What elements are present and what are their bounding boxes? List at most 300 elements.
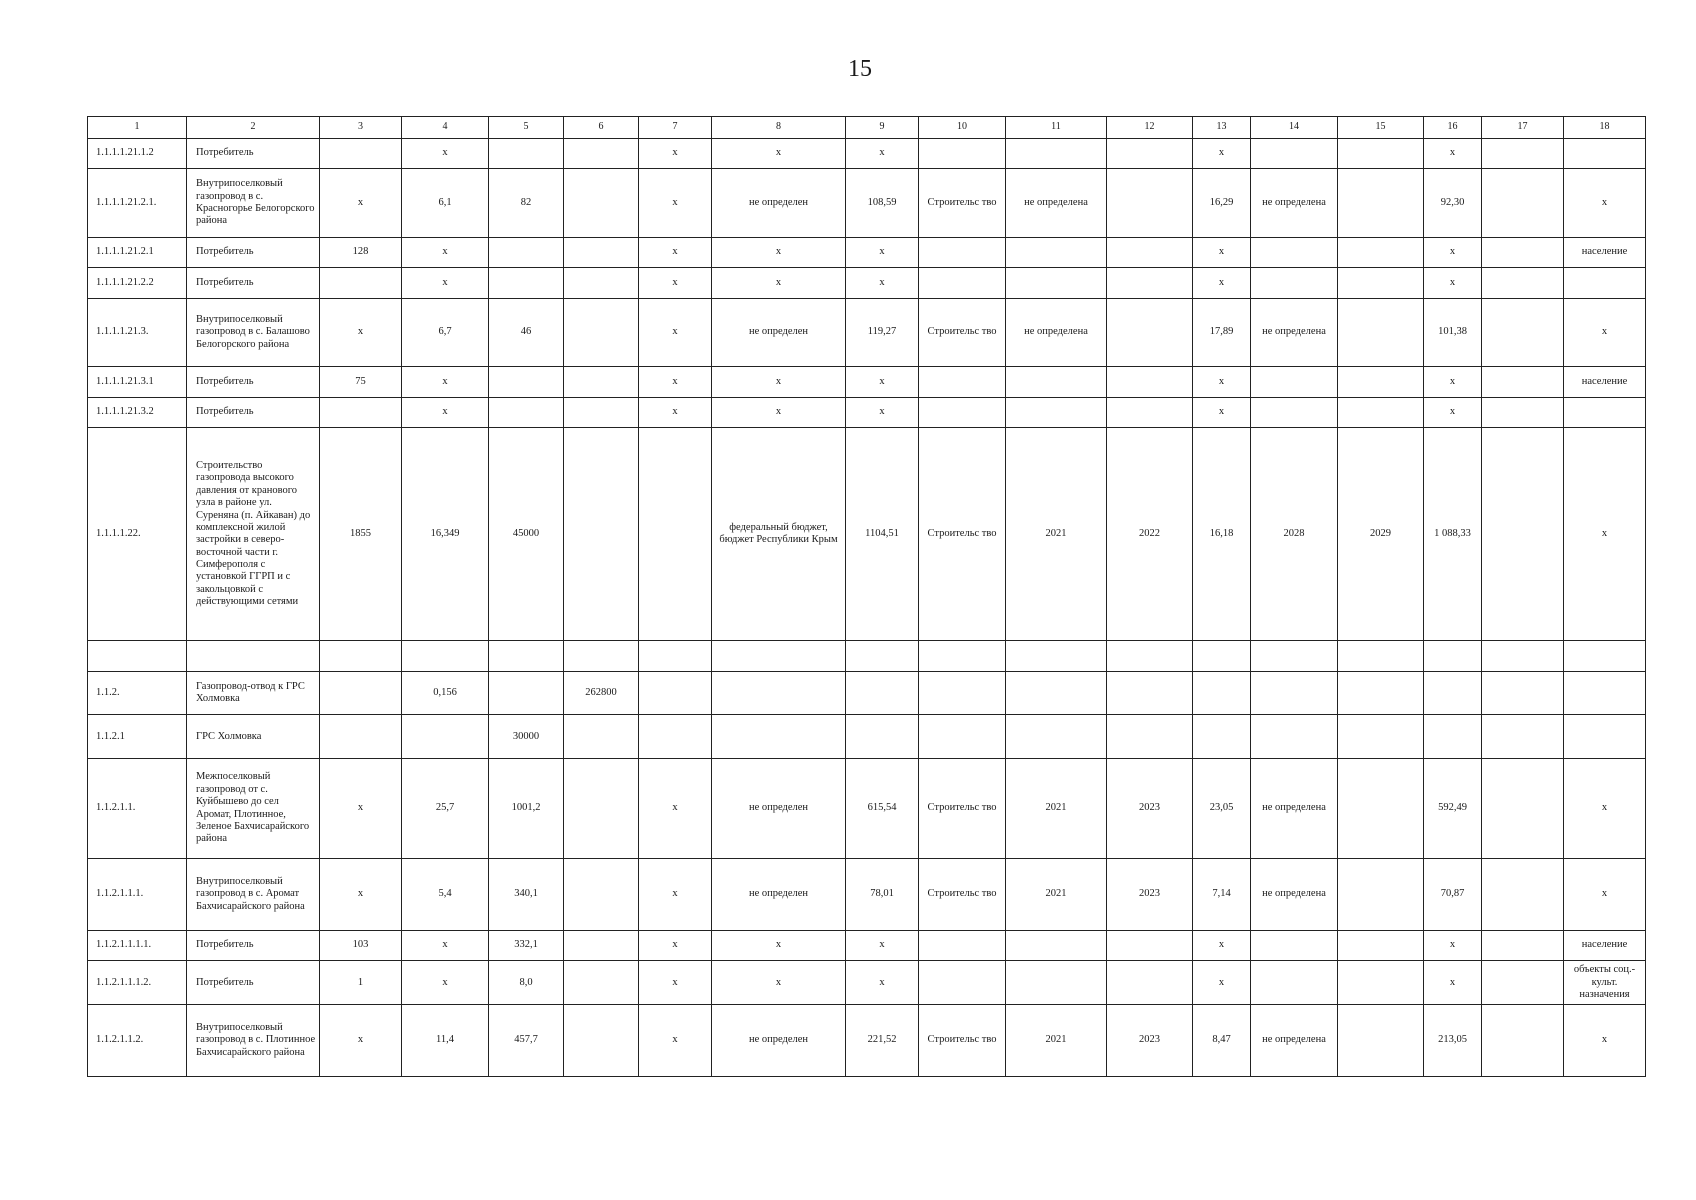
cell-col-10: Строительс тво: [919, 169, 1006, 238]
cell-col-4: [402, 641, 489, 671]
cell-col-8: x: [712, 268, 846, 298]
cell-col-number: 1.1.2.1: [88, 715, 187, 759]
cell-col-14: [1251, 961, 1338, 1005]
cell-col-17: [1482, 237, 1564, 267]
cell-col-18: x: [1564, 1005, 1646, 1077]
cell-col-8: не определен: [712, 859, 846, 931]
cell-col-13: 8,47: [1193, 1005, 1251, 1077]
cell-col-8: федеральный бюджет, бюджет Республики Крым: [712, 428, 846, 641]
table-row: [88, 169, 1646, 238]
cell-col-6: [564, 930, 639, 960]
cell-col-17: [1482, 397, 1564, 427]
cell-col-3: [320, 397, 402, 427]
cell-col-11: 2021: [1006, 1005, 1107, 1077]
cell-col-5: 30000: [489, 715, 564, 759]
cell-col-12: 2023: [1107, 758, 1193, 858]
cell-col-8: x: [712, 397, 846, 427]
cell-col-14: [1251, 930, 1338, 960]
cell-col-10: [919, 367, 1006, 397]
cell-col-8: [712, 671, 846, 715]
cell-col-10: Строительс тво: [919, 859, 1006, 931]
cell-col-10: [919, 268, 1006, 298]
cell-col-3: 128: [320, 237, 402, 267]
cell-col-9: x: [846, 237, 919, 267]
column-header-2: 2: [187, 117, 320, 139]
cell-col-15: [1338, 237, 1424, 267]
cell-col-9: 615,54: [846, 758, 919, 858]
cell-col-12: [1107, 961, 1193, 1005]
cell-col-15: [1338, 671, 1424, 715]
table-row: [88, 930, 1646, 960]
cell-col-8: не определен: [712, 169, 846, 238]
cell-col-7: x: [639, 138, 712, 168]
cell-col-13: x: [1193, 138, 1251, 168]
cell-col-18: [1564, 268, 1646, 298]
page-number: 15: [848, 56, 872, 82]
cell-col-8: не определен: [712, 1005, 846, 1077]
cell-col-17: [1482, 298, 1564, 367]
cell-col-4: x: [402, 961, 489, 1005]
cell-col-12: [1107, 715, 1193, 759]
cell-col-14: [1251, 715, 1338, 759]
cell-col-12: 2022: [1107, 428, 1193, 641]
cell-col-4: x: [402, 268, 489, 298]
cell-col-15: [1338, 758, 1424, 858]
cell-col-12: [1107, 268, 1193, 298]
cell-col-5: [489, 268, 564, 298]
cell-col-3: x: [320, 758, 402, 858]
table-row: [88, 268, 1646, 298]
cell-col-4: 5,4: [402, 859, 489, 931]
cell-col-15: [1338, 641, 1424, 671]
cell-col-18: [1564, 715, 1646, 759]
cell-col-8: x: [712, 138, 846, 168]
cell-col-17: [1482, 268, 1564, 298]
cell-col-5: 340,1: [489, 859, 564, 931]
table-row: [88, 298, 1646, 367]
column-header-14: 14: [1251, 117, 1338, 139]
cell-col-4: 0,156: [402, 671, 489, 715]
cell-col-12: [1107, 641, 1193, 671]
cell-col-7: x: [639, 298, 712, 367]
cell-col-10: [919, 138, 1006, 168]
cell-col-3: 103: [320, 930, 402, 960]
cell-col-9: 78,01: [846, 859, 919, 931]
cell-col-12: [1107, 169, 1193, 238]
cell-col-11: [1006, 237, 1107, 267]
cell-col-number: 1.1.2.1.1.1.2.: [88, 961, 187, 1005]
cell-col-11: 2021: [1006, 859, 1107, 931]
cell-col-14: 2028: [1251, 428, 1338, 641]
cell-col-3: [320, 268, 402, 298]
cell-col-7: x: [639, 268, 712, 298]
cell-col-11: [1006, 671, 1107, 715]
cell-col-7: x: [639, 961, 712, 1005]
cell-col-18: x: [1564, 298, 1646, 367]
cell-col-7: [639, 671, 712, 715]
cell-col-18: население: [1564, 237, 1646, 267]
table-row: [88, 961, 1646, 1005]
column-header-1: 1: [88, 117, 187, 139]
cell-col-9: x: [846, 930, 919, 960]
cell-col-5: [489, 397, 564, 427]
cell-col-8: x: [712, 930, 846, 960]
cell-col-18: объекты соц.-культ. назначения: [1564, 961, 1646, 1005]
column-header-3: 3: [320, 117, 402, 139]
cell-col-15: [1338, 859, 1424, 931]
cell-col-17: [1482, 367, 1564, 397]
cell-col-10: Строительс тво: [919, 428, 1006, 641]
cell-col-8: x: [712, 961, 846, 1005]
cell-col-9: x: [846, 367, 919, 397]
cell-col-6: [564, 428, 639, 641]
cell-col-6: 262800: [564, 671, 639, 715]
column-header-10: 10: [919, 117, 1006, 139]
cell-col-number: 1.1.2.1.1.2.: [88, 1005, 187, 1077]
cell-col-name: Потребитель: [187, 268, 320, 298]
cell-col-4: [402, 715, 489, 759]
cell-col-7: [639, 715, 712, 759]
cell-col-4: x: [402, 237, 489, 267]
cell-col-3: 1: [320, 961, 402, 1005]
cell-col-12: 2023: [1107, 1005, 1193, 1077]
cell-col-9: [846, 715, 919, 759]
cell-col-number: 1.1.2.1.1.1.1.: [88, 930, 187, 960]
cell-col-16: [1424, 715, 1482, 759]
table-row: [88, 397, 1646, 427]
cell-col-16: [1424, 671, 1482, 715]
cell-col-name: Потребитель: [187, 930, 320, 960]
cell-col-12: [1107, 930, 1193, 960]
table-row: [88, 641, 1646, 671]
cell-col-13: x: [1193, 930, 1251, 960]
cell-col-5: 46: [489, 298, 564, 367]
cell-col-4: x: [402, 138, 489, 168]
cell-col-13: x: [1193, 237, 1251, 267]
cell-col-name: [187, 641, 320, 671]
cell-col-16: x: [1424, 961, 1482, 1005]
cell-col-10: [919, 930, 1006, 960]
cell-col-6: [564, 237, 639, 267]
cell-col-15: [1338, 298, 1424, 367]
cell-col-10: Строительс тво: [919, 298, 1006, 367]
cell-col-3: 75: [320, 367, 402, 397]
cell-col-15: [1338, 715, 1424, 759]
cell-col-8: [712, 715, 846, 759]
cell-col-4: x: [402, 930, 489, 960]
cell-col-13: 23,05: [1193, 758, 1251, 858]
cell-col-17: [1482, 961, 1564, 1005]
cell-col-6: [564, 397, 639, 427]
cell-col-4: x: [402, 367, 489, 397]
table-body: [88, 117, 1646, 1077]
cell-col-10: [919, 961, 1006, 1005]
cell-col-3: [320, 641, 402, 671]
cell-col-18: [1564, 397, 1646, 427]
cell-col-10: [919, 237, 1006, 267]
cell-col-3: [320, 138, 402, 168]
cell-col-5: 457,7: [489, 1005, 564, 1077]
table-row: [88, 758, 1646, 858]
cell-col-18: x: [1564, 758, 1646, 858]
cell-col-5: [489, 367, 564, 397]
cell-col-15: [1338, 930, 1424, 960]
cell-col-9: 108,59: [846, 169, 919, 238]
cell-col-5: [489, 237, 564, 267]
cell-col-14: [1251, 367, 1338, 397]
cell-col-14: [1251, 138, 1338, 168]
cell-col-17: [1482, 859, 1564, 931]
cell-col-4: 25,7: [402, 758, 489, 858]
cell-col-15: [1338, 169, 1424, 238]
cell-col-3: [320, 715, 402, 759]
cell-col-16: x: [1424, 930, 1482, 960]
cell-col-7: [639, 641, 712, 671]
cell-col-17: [1482, 1005, 1564, 1077]
cell-col-14: [1251, 671, 1338, 715]
cell-col-11: не определена: [1006, 169, 1107, 238]
column-header-7: 7: [639, 117, 712, 139]
cell-col-10: [919, 715, 1006, 759]
cell-col-7: x: [639, 237, 712, 267]
column-header-15: 15: [1338, 117, 1424, 139]
column-header-6: 6: [564, 117, 639, 139]
cell-col-14: [1251, 268, 1338, 298]
header-row: [88, 117, 1646, 139]
cell-col-7: x: [639, 930, 712, 960]
table-row: [88, 715, 1646, 759]
cell-col-9: 1104,51: [846, 428, 919, 641]
cell-col-16: 70,87: [1424, 859, 1482, 931]
table-row: [88, 237, 1646, 267]
cell-col-11: [1006, 367, 1107, 397]
cell-col-name: Потребитель: [187, 138, 320, 168]
cell-col-15: [1338, 1005, 1424, 1077]
cell-col-15: [1338, 268, 1424, 298]
cell-col-17: [1482, 715, 1564, 759]
cell-col-number: 1.1.2.1.1.1.: [88, 859, 187, 931]
cell-col-number: 1.1.1.1.21.3.1: [88, 367, 187, 397]
cell-col-17: [1482, 428, 1564, 641]
cell-col-15: [1338, 138, 1424, 168]
column-header-17: 17: [1482, 117, 1564, 139]
cell-col-18: население: [1564, 930, 1646, 960]
cell-col-5: 8,0: [489, 961, 564, 1005]
column-header-13: 13: [1193, 117, 1251, 139]
cell-col-16: 1 088,33: [1424, 428, 1482, 641]
cell-col-17: [1482, 930, 1564, 960]
cell-col-5: [489, 671, 564, 715]
cell-col-13: 7,14: [1193, 859, 1251, 931]
cell-col-13: 17,89: [1193, 298, 1251, 367]
cell-col-5: 82: [489, 169, 564, 238]
cell-col-16: 101,38: [1424, 298, 1482, 367]
cell-col-7: [639, 428, 712, 641]
cell-col-name: Внутрипоселковый газопровод в с. Аромат Бахчисарайского района: [187, 859, 320, 931]
cell-col-13: [1193, 671, 1251, 715]
cell-col-3: x: [320, 169, 402, 238]
cell-col-number: 1.1.1.1.21.1.2: [88, 138, 187, 168]
cell-col-number: 1.1.1.1.21.2.2: [88, 268, 187, 298]
cell-col-5: 1001,2: [489, 758, 564, 858]
cell-col-7: x: [639, 367, 712, 397]
column-header-12: 12: [1107, 117, 1193, 139]
data-table: [87, 116, 1646, 1077]
cell-col-10: Строительс тво: [919, 758, 1006, 858]
cell-col-3: 1855: [320, 428, 402, 641]
cell-col-16: x: [1424, 138, 1482, 168]
cell-col-9: 119,27: [846, 298, 919, 367]
cell-col-number: [88, 641, 187, 671]
column-header-18: 18: [1564, 117, 1646, 139]
cell-col-7: x: [639, 859, 712, 931]
cell-col-16: [1424, 641, 1482, 671]
cell-col-name: Внутрипоселковый газопровод в с. Балашово Белогорского района: [187, 298, 320, 367]
cell-col-11: [1006, 715, 1107, 759]
cell-col-3: [320, 671, 402, 715]
cell-col-name: Строительство газопровода высокого давления от кранового узла в районе ул. Суреняна (п. Айкаван) до комплексной жилой застройки в северо-восточной части г. Симферополя с установкой ГГРП и с закольцовкой с действующими сетями: [187, 428, 320, 641]
cell-col-number: 1.1.1.1.22.: [88, 428, 187, 641]
cell-col-18: x: [1564, 169, 1646, 238]
cell-col-14: не определена: [1251, 758, 1338, 858]
cell-col-15: [1338, 367, 1424, 397]
cell-col-4: 16,349: [402, 428, 489, 641]
cell-col-14: не определена: [1251, 1005, 1338, 1077]
cell-col-12: 2023: [1107, 859, 1193, 931]
cell-col-6: [564, 961, 639, 1005]
column-header-4: 4: [402, 117, 489, 139]
cell-col-6: [564, 169, 639, 238]
cell-col-13: x: [1193, 397, 1251, 427]
cell-col-10: Строительс тво: [919, 1005, 1006, 1077]
column-header-5: 5: [489, 117, 564, 139]
cell-col-name: Межпоселковый газопровод от с. Куйбышево до сел Аромат, Плотинное, Зеленое Бахчисарайского района: [187, 758, 320, 858]
cell-col-7: x: [639, 1005, 712, 1077]
cell-col-6: [564, 298, 639, 367]
table-row: [88, 138, 1646, 168]
cell-col-4: 6,1: [402, 169, 489, 238]
cell-col-8: [712, 641, 846, 671]
cell-col-16: 213,05: [1424, 1005, 1482, 1077]
cell-col-6: [564, 641, 639, 671]
cell-col-6: [564, 1005, 639, 1077]
cell-col-15: 2029: [1338, 428, 1424, 641]
cell-col-number: 1.1.1.1.21.3.2: [88, 397, 187, 427]
cell-col-name: Потребитель: [187, 961, 320, 1005]
cell-col-11: не определена: [1006, 298, 1107, 367]
cell-col-12: [1107, 298, 1193, 367]
cell-col-13: [1193, 715, 1251, 759]
cell-col-number: 1.1.1.1.21.2.1.: [88, 169, 187, 238]
cell-col-16: 592,49: [1424, 758, 1482, 858]
cell-col-11: [1006, 641, 1107, 671]
cell-col-6: [564, 138, 639, 168]
table-row: [88, 671, 1646, 715]
cell-col-14: [1251, 237, 1338, 267]
cell-col-5: [489, 138, 564, 168]
cell-col-7: x: [639, 169, 712, 238]
cell-col-11: [1006, 961, 1107, 1005]
cell-col-15: [1338, 397, 1424, 427]
cell-col-11: [1006, 138, 1107, 168]
cell-col-18: [1564, 138, 1646, 168]
cell-col-16: x: [1424, 367, 1482, 397]
cell-col-16: x: [1424, 237, 1482, 267]
cell-col-6: [564, 715, 639, 759]
cell-col-name: Потребитель: [187, 237, 320, 267]
cell-col-18: x: [1564, 859, 1646, 931]
cell-col-9: 221,52: [846, 1005, 919, 1077]
cell-col-11: 2021: [1006, 428, 1107, 641]
cell-col-4: 11,4: [402, 1005, 489, 1077]
cell-col-17: [1482, 641, 1564, 671]
cell-col-13: x: [1193, 961, 1251, 1005]
cell-col-6: [564, 859, 639, 931]
cell-col-9: [846, 641, 919, 671]
cell-col-name: Газопровод-отвод к ГРС Холмовка: [187, 671, 320, 715]
cell-col-13: x: [1193, 367, 1251, 397]
cell-col-10: [919, 671, 1006, 715]
cell-col-10: [919, 397, 1006, 427]
cell-col-7: x: [639, 397, 712, 427]
cell-col-9: x: [846, 268, 919, 298]
cell-col-18: население: [1564, 367, 1646, 397]
cell-col-name: Потребитель: [187, 397, 320, 427]
cell-col-14: [1251, 641, 1338, 671]
cell-col-12: [1107, 671, 1193, 715]
cell-col-11: [1006, 397, 1107, 427]
cell-col-6: [564, 758, 639, 858]
cell-col-3: x: [320, 859, 402, 931]
cell-col-12: [1107, 367, 1193, 397]
cell-col-18: x: [1564, 428, 1646, 641]
cell-col-4: 6,7: [402, 298, 489, 367]
cell-col-14: [1251, 397, 1338, 427]
table-row: [88, 367, 1646, 397]
cell-col-13: x: [1193, 268, 1251, 298]
cell-col-14: не определена: [1251, 859, 1338, 931]
cell-col-12: [1107, 397, 1193, 427]
cell-col-9: x: [846, 138, 919, 168]
cell-col-number: 1.1.2.: [88, 671, 187, 715]
table-row: [88, 859, 1646, 931]
cell-col-name: Потребитель: [187, 367, 320, 397]
cell-col-9: x: [846, 961, 919, 1005]
cell-col-number: 1.1.2.1.1.: [88, 758, 187, 858]
cell-col-13: 16,29: [1193, 169, 1251, 238]
cell-col-11: [1006, 930, 1107, 960]
cell-col-17: [1482, 671, 1564, 715]
cell-col-5: 45000: [489, 428, 564, 641]
cell-col-8: x: [712, 367, 846, 397]
table-row: [88, 428, 1646, 641]
cell-col-number: 1.1.1.1.21.3.: [88, 298, 187, 367]
cell-col-3: x: [320, 298, 402, 367]
cell-col-6: [564, 268, 639, 298]
cell-col-11: 2021: [1006, 758, 1107, 858]
cell-col-16: x: [1424, 268, 1482, 298]
cell-col-4: x: [402, 397, 489, 427]
cell-col-14: не определена: [1251, 169, 1338, 238]
cell-col-16: 92,30: [1424, 169, 1482, 238]
column-header-9: 9: [846, 117, 919, 139]
cell-col-8: не определен: [712, 298, 846, 367]
cell-col-10: [919, 641, 1006, 671]
cell-col-15: [1338, 961, 1424, 1005]
cell-col-11: [1006, 268, 1107, 298]
cell-col-name: Внутрипоселковый газопровод в с. Плотинное Бахчисарайского района: [187, 1005, 320, 1077]
cell-col-9: x: [846, 397, 919, 427]
